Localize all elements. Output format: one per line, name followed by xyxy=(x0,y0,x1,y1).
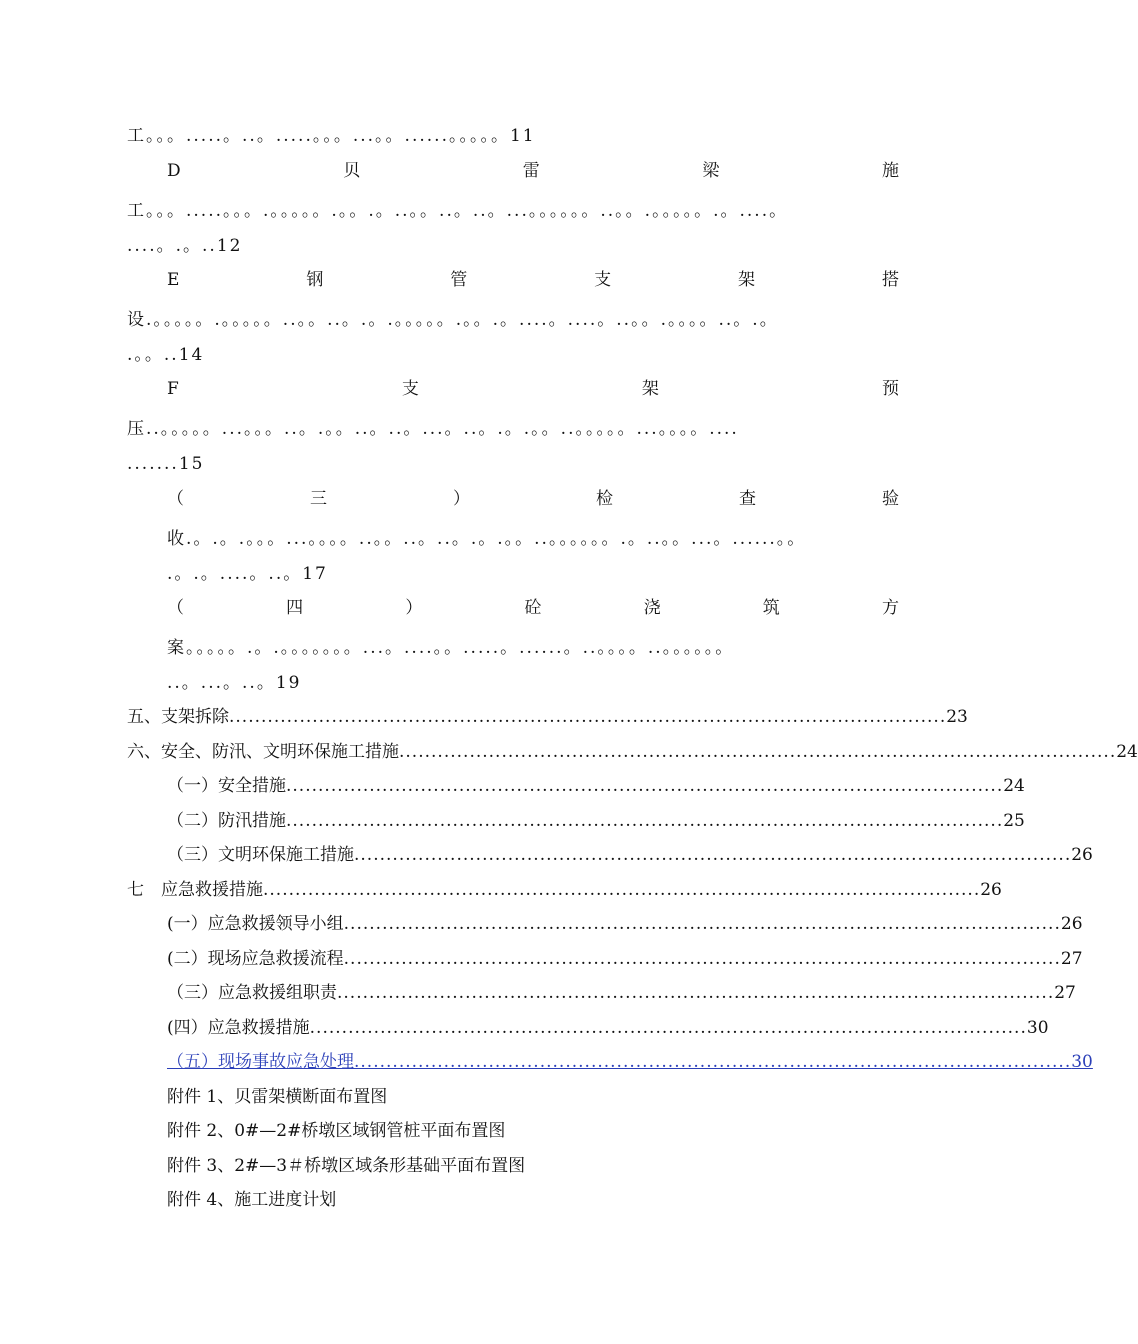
toc-entry-continuation: 工。。。.....。..。.....。。。...。。......。。。。。11 xyxy=(127,126,536,146)
toc-entry-title: (二）现场应急救援流程 xyxy=(167,949,344,969)
toc-entry-title: （三）应急救援组职责 xyxy=(167,983,337,1003)
word: ） xyxy=(405,598,423,618)
toc-entry-heading-inspection xyxy=(167,487,899,511)
attachment-item: 附件 3、2#—3＃桥墩区域条形基础平面布置图 xyxy=(167,1156,526,1176)
toc-page-number: 26 xyxy=(1071,845,1093,865)
word: 方 xyxy=(881,598,899,618)
toc-page-number: 26 xyxy=(1060,914,1083,934)
toc-entry-continuation: ....。.。..12 xyxy=(127,236,243,256)
toc-page-number: 30 xyxy=(1026,1018,1049,1038)
word: ） xyxy=(453,489,470,509)
word: 验 xyxy=(882,489,899,509)
attachment-item: 附件 4、施工进度计划 xyxy=(167,1190,337,1210)
toc-entry-continuation: 收.。.。.。。。...。。。。..。。..。..。.。.。。..。。。。。。.。..。。...。......。。 xyxy=(167,529,807,549)
toc-entry-continuation: .。.。....。..。17 xyxy=(167,564,328,584)
word: 三 xyxy=(310,489,327,509)
toc-entry-continuation: 工。。。.....。。。.。。。。。.。。.。..。。..。..。...。。。。。。..。。.。。。。。.。....。 xyxy=(127,201,789,221)
toc-entry-title: （二）防汛措施 xyxy=(167,811,286,831)
word: 钢 xyxy=(306,270,324,290)
toc-entry-title: (四）应急救援措施 xyxy=(167,1018,310,1038)
toc-entry-title: 七 应急救援措施 xyxy=(127,880,263,900)
word: 检 xyxy=(596,489,613,509)
toc-leader-dots: ................................................................................................................ xyxy=(309,1018,1027,1038)
toc-page-number: 27 xyxy=(1054,983,1076,1003)
toc-entry-continuation: .。。..14 xyxy=(127,345,205,365)
toc-page-number: 24 xyxy=(1003,776,1025,796)
word: 浇 xyxy=(643,598,661,618)
word: D xyxy=(167,161,181,181)
toc-leader-dots: ................................................................................................................ xyxy=(343,914,1061,934)
toc-entry-title: 五、支架拆除 xyxy=(127,707,229,727)
toc-leader-dots: ................................................................................................................ xyxy=(286,776,1004,796)
toc-entry-continuation: .......15 xyxy=(127,454,205,474)
toc-entry[interactable] xyxy=(127,740,1138,764)
toc-entry-continuation: 案。。。。。.。.。。。。。。。...。....。。.....。......。..。。。。..。。。。。。 xyxy=(167,638,735,658)
toc-page-number: 26 xyxy=(980,880,1002,900)
word: 搭 xyxy=(881,270,899,290)
toc-entry-title: （五）现场事故应急处理 xyxy=(167,1052,354,1072)
toc-page-number: 23 xyxy=(946,707,968,727)
toc-entry-title: 六、安全、防汛、文明环保施工措施 xyxy=(127,742,399,762)
word: 支 xyxy=(401,379,419,399)
toc-leader-dots: ................................................................................................................ xyxy=(229,707,947,727)
toc-leader-dots: ................................................................................................................ xyxy=(354,845,1072,865)
word: 雷 xyxy=(522,161,540,181)
word: F xyxy=(167,379,179,399)
word: 查 xyxy=(739,489,756,509)
toc-leader-dots: ................................................................................................................ xyxy=(399,742,1117,762)
toc-page-number: 25 xyxy=(1003,811,1025,831)
word: （ xyxy=(167,489,184,509)
toc-entry[interactable] xyxy=(167,1016,1049,1040)
toc-entry[interactable] xyxy=(127,705,968,729)
word: 梁 xyxy=(702,161,720,181)
word: 架 xyxy=(641,379,659,399)
toc-leader-dots: ................................................................................................................ xyxy=(263,880,981,900)
word: 四 xyxy=(286,598,304,618)
word: E xyxy=(167,270,180,290)
toc-entry-heading-e xyxy=(127,268,899,292)
word: 砼 xyxy=(524,598,542,618)
word: （ xyxy=(167,598,184,618)
toc-entry-heading-concrete xyxy=(167,596,899,620)
attachment-item: 附件 1、贝雷架横断面布置图 xyxy=(167,1087,388,1107)
word: 贝 xyxy=(343,161,361,181)
toc-entry[interactable] xyxy=(167,809,1025,833)
toc-entry[interactable] xyxy=(127,878,1002,902)
toc-leader-dots: ................................................................................................................ xyxy=(343,949,1061,969)
toc-entry[interactable] xyxy=(167,981,1076,1005)
word: 预 xyxy=(881,379,899,399)
word: 筑 xyxy=(762,598,780,618)
toc-page-number: 27 xyxy=(1060,949,1083,969)
toc-entry[interactable] xyxy=(167,912,1083,936)
toc-entry-continuation: ..。...。..。19 xyxy=(167,673,302,693)
toc-entry-title: （三）文明环保施工措施 xyxy=(167,845,354,865)
toc-entry-link[interactable] xyxy=(167,1050,1093,1074)
word: 管 xyxy=(450,270,468,290)
toc-leader-dots: ................................................................................................................ xyxy=(354,1052,1072,1072)
toc-entry-heading-f xyxy=(127,377,899,401)
word: 施 xyxy=(881,161,899,181)
toc-entry-title: （一）安全措施 xyxy=(167,776,286,796)
toc-page-number: 30 xyxy=(1071,1052,1093,1072)
toc-entry[interactable] xyxy=(167,947,1083,971)
toc-entry-continuation: 设.。。。。。.。。。。。..。。..。.。.。。。。。.。。.。....。....。..。。.。。。。..。.。 xyxy=(127,310,779,330)
toc-entry-title: (一）应急救援领导小组 xyxy=(167,914,344,934)
attachment-item: 附件 2、0#—2#桥墩区域钢管桩平面布置图 xyxy=(167,1121,506,1141)
toc-entry[interactable] xyxy=(167,843,1093,867)
toc-entry-continuation: 压..。。。。。...。。。..。.。。..。..。...。..。.。.。。..。。。。。...。。。。.... xyxy=(127,419,739,439)
toc-entry-heading-d xyxy=(127,159,899,183)
toc-page-number: 24 xyxy=(1116,742,1138,762)
word: 支 xyxy=(594,270,612,290)
toc-leader-dots: ................................................................................................................ xyxy=(286,811,1004,831)
word: 架 xyxy=(738,270,756,290)
toc-leader-dots: ................................................................................................................ xyxy=(337,983,1055,1003)
toc-entry[interactable] xyxy=(167,774,1025,798)
